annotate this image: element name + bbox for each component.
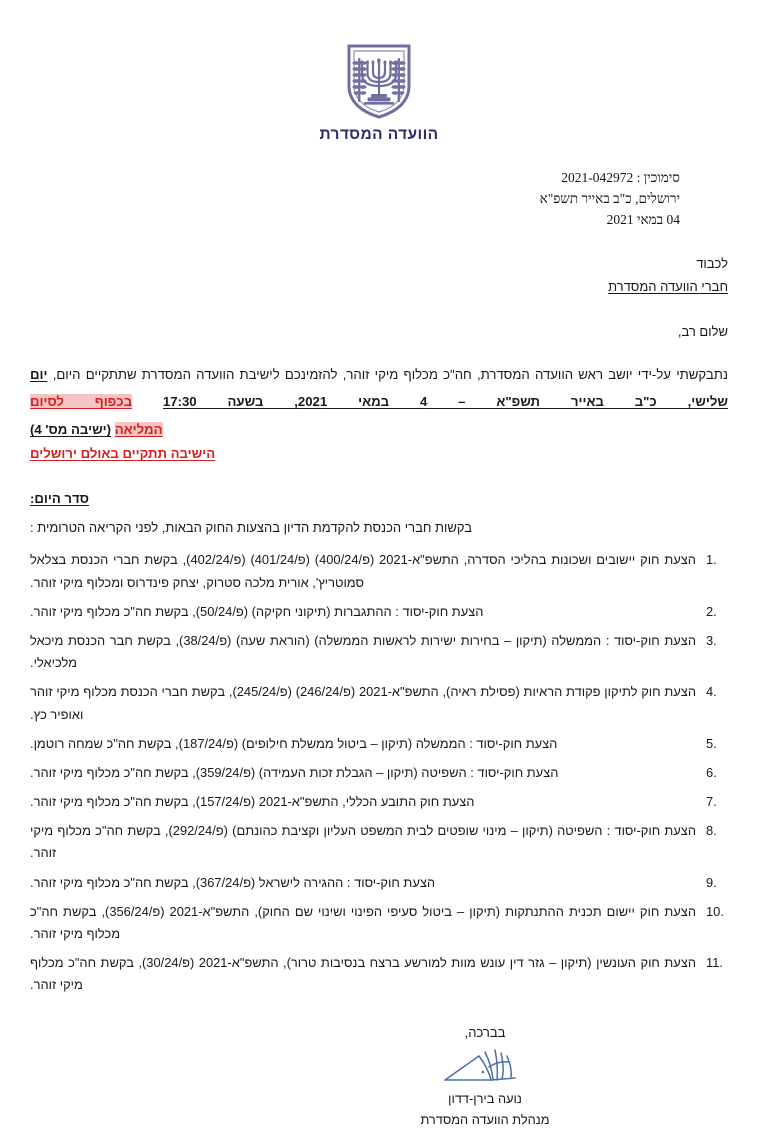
handwritten-signature bbox=[360, 1045, 610, 1089]
addressee-block bbox=[30, 253, 728, 299]
letterhead bbox=[30, 0, 728, 144]
reference-block bbox=[400, 168, 680, 231]
invitation-paragraph bbox=[30, 361, 728, 415]
signature-block bbox=[360, 1023, 610, 1130]
addressee-label: לכבוד bbox=[696, 255, 728, 271]
agenda-item: הצעת חוק יישובים ושכונות בהליכי הסדרה, התשפ"א-2021 (פ/400/24) (פ/401/24) (פ/402/24), בקשת חברי הכנסת בצלאל סמוטריץ', אורית מלכה סטרוק, יצחק פינדרוס ומכלוף מיקי זוהר. bbox=[30, 552, 696, 590]
place-and-hebrew-date: ירושלים, כ"ב באייר תשפ"א bbox=[539, 190, 680, 206]
greeting: שלום רב, bbox=[677, 324, 728, 340]
venue-line bbox=[30, 446, 728, 461]
invitation-condition: בכפוף לסיום bbox=[30, 394, 133, 410]
agenda-heading: סדר היום: bbox=[30, 491, 89, 507]
agenda-item: הצעת חוק-יסוד : השפיטה (תיקון – מינוי שופטים לבית המשפט העליון וקציבת כהונתם) (פ/292/24), בקשת חה"כ מכלוף מיקי זוהר. bbox=[30, 823, 696, 861]
session-line bbox=[30, 422, 728, 437]
agenda-item: הצעת חוק לתיקון פקודת הראיות (פסילת ראיה), התשפ"א-2021 (פ/246/24) (פ/245/24), בקשת חברי הכנסת מכלוף מיקי זוהר ואופיר כץ. bbox=[30, 684, 696, 722]
agenda-item: הצעת חוק העונשין (תיקון – גזר דין עונש מוות למורשע ברצח בנסיבות טרור), התשפ"א-2021 (פ/30/24), בקשת חה"כ מכלוף מיקי זוהר. bbox=[30, 955, 696, 993]
gregorian-date: 04 במאי 2021 bbox=[606, 211, 680, 227]
agenda-item: הצעת חוק יישום תכנית ההתנתקות (תיקון – ביטול סעיפי הפינוי ושינוי שם החוק), התשפ"א-2021 (פ/356/24), בקשת חה"כ מכלוף מיקי זוהר. bbox=[30, 903, 696, 942]
agenda-item: הצעת חוק-יסוד : הממשלה (תיקון – ביטול ממשלת חילופים) (פ/187/24), בקשת חה"כ שמחה רוטמן. bbox=[30, 735, 558, 751]
addressee-recipient: חברי הוועדה המסדרת bbox=[608, 278, 728, 294]
session-number: (ישיבה מס' 4) bbox=[30, 422, 112, 438]
signature-stroke-icon bbox=[439, 1046, 531, 1088]
agenda-intro: בקשות חברי הכנסת להקדמת הדיון בהצעות החוק הבאות, לפני הקריאה הטרומית : bbox=[30, 520, 473, 536]
agenda-item: הצעת חוק-יסוד : ההתגברות (תיקוני חקיקה) (פ/50/24), בקשת חה"כ מכלוף מיקי זוהר. bbox=[30, 603, 484, 619]
organization-title: הוועדה המסדרת bbox=[319, 126, 439, 143]
agenda-item: הצעת חוק-יסוד : ההגירה לישראל (פ/367/24), בקשת חה"כ מכלוף מיקי זוהר. bbox=[30, 874, 436, 890]
agenda-item: הצעת חוק-יסוד : הממשלה (תיקון – בחירות ישירות לראשות הממשלה) (הוראת שעה) (פ/38/24), בקשת חבר הכנסת מיכאל מלכיאלי. bbox=[30, 632, 696, 671]
signer-role: מנהלת הוועדה המסדרת bbox=[420, 1111, 550, 1127]
invitation-text-part-1: נתבקשתי על-ידי יושב ראש הוועדה המסדרת, חה"כ מכלוף מיקי זוהר, להזמינכם לישיבת הוועדה המסדרת שתתקיים היום, bbox=[52, 367, 729, 383]
plenum-label: המליאה bbox=[114, 422, 163, 438]
venue-text: הישיבה תתקיים באולם ירושלים bbox=[30, 446, 216, 462]
knesset-menorah-emblem bbox=[341, 42, 417, 120]
agenda-list bbox=[30, 549, 728, 996]
reference-number: סימוכין : 2021-042972 bbox=[561, 170, 680, 185]
signature-regards: בברכה, bbox=[464, 1024, 506, 1040]
signer-name: נועה בירן-דדון bbox=[448, 1091, 522, 1107]
agenda-item: הצעת חוק התובע הכללי, התשפ"א-2021 (פ/157/24), בקשת חה"כ מכלוף מיקי זוהר. bbox=[30, 794, 475, 810]
invitation-datetime: יום שלישי, כ"ב באייר תשפ"א – 4 במאי 2021, בשעה 17:30 bbox=[30, 367, 728, 410]
agenda-item: הצעת חוק-יסוד : השפיטה (תיקון – הגבלת זכות העמידה) (פ/359/24), בקשת חה"כ מכלוף מיקי זוהר. bbox=[30, 764, 559, 780]
